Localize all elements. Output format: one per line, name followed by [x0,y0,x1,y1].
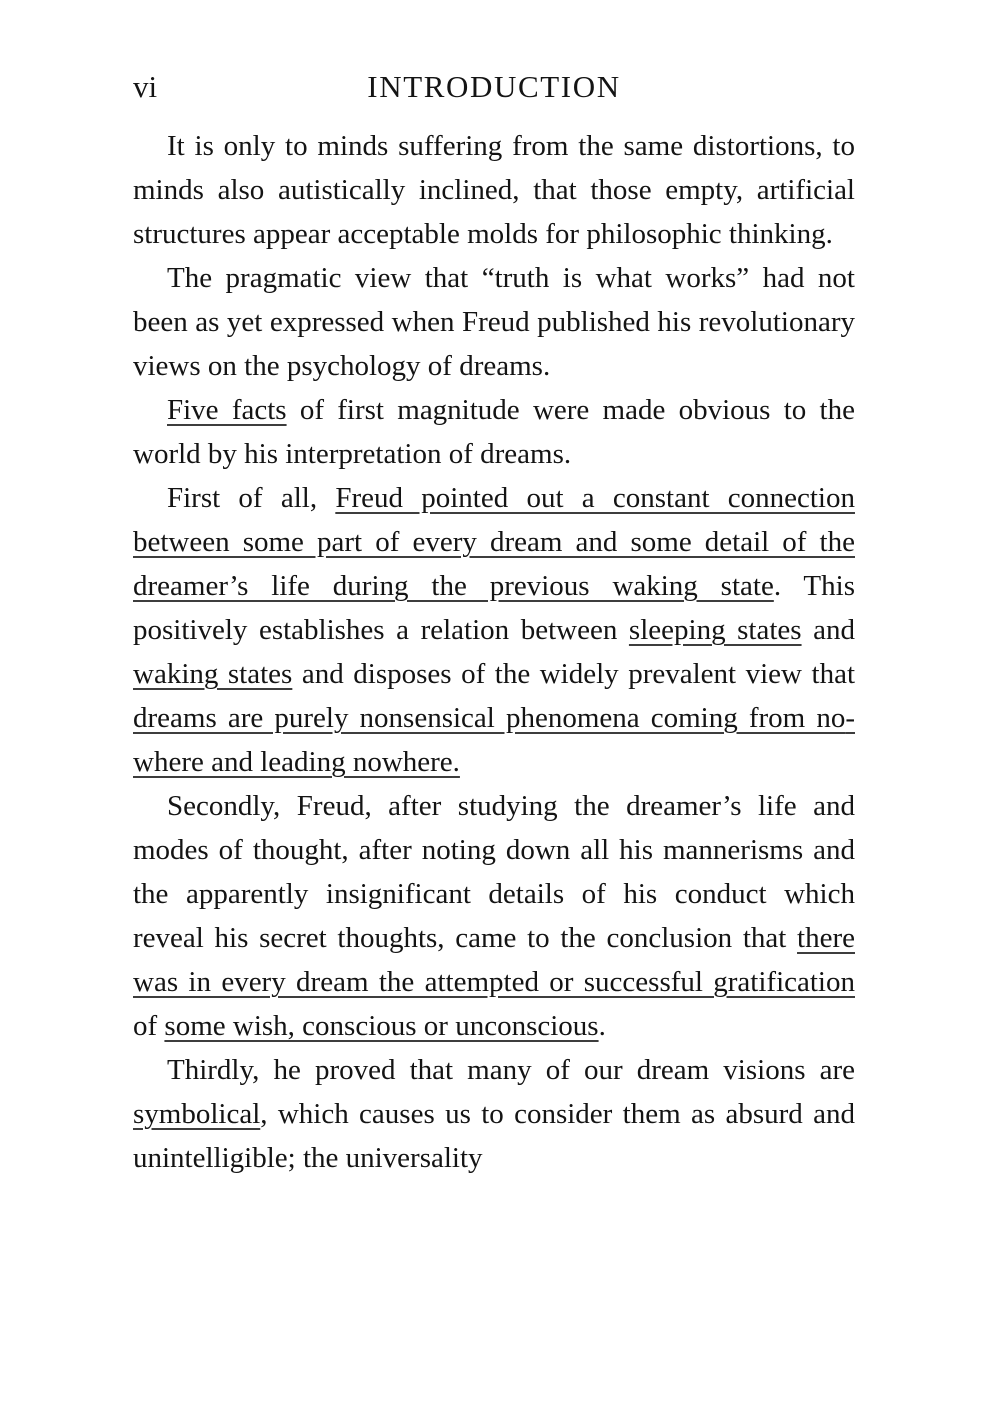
underlined-text: symbolical [133,1098,261,1130]
text-segment: , which causes us to consider them as absurd and unintelligible; the universality [133,1098,855,1174]
underlined-text: Freud pointed out a constant connection between some part of every dream and some detail of the dreamer’s life during the previous waking state [133,482,855,602]
paragraph-6 [133,1048,855,1180]
text-segment: Thirdly, he proved that many of our dream visions are [167,1054,855,1086]
underlined-text: dreams are purely nonsensical phenomena coming from nowhere and leading nowhere. [133,702,855,778]
underlined-text: Five facts [167,394,287,426]
underlined-text: waking states [133,658,293,690]
text-segment: and disposes of the widely prevalent view that [292,658,855,690]
text-segment: The pragmatic view that “truth is what works” had not been as yet expressed when Freud published his revolutionary views on the psychology of dreams. [133,262,855,382]
text-segment: . [598,1010,606,1042]
running-title: INTRODUCTION [367,69,621,104]
text-segment: First of all, [167,482,336,514]
paragraph-2 [133,256,855,388]
text-segment: Secondly, Freud, after studying the dreamer’s life and modes of thought, after noting down all his mannerisms and the apparently insignificant details of his conduct which reveal his secret thoughts, came to the conclusion that [133,790,855,954]
underlined-text: some wish, conscious or unconscious [164,1010,599,1042]
text-segment: and [801,614,855,646]
page-number: vi [133,69,158,104]
paragraph-4 [133,476,855,784]
underlined-text: there was in every dream the attempted or successful gratification [133,922,855,998]
paragraph-3 [133,388,855,476]
page-header [133,62,855,112]
text-segment: It is only to minds suffering from the same distortions, to minds also autistically inclined, that those empty, artificial structures appear acceptable molds for philosophic thinking. [133,130,855,250]
paragraph-5 [133,784,855,1048]
text-segment: . This positively establishes a relation between [133,570,855,646]
text-segment: of first magnitude were made obvious to the world by his interpretation of dreams. [133,394,855,470]
body-text [133,124,855,1180]
paragraph-1 [133,124,855,256]
text-segment: of [133,1010,165,1042]
underlined-text: sleeping states [628,614,802,646]
